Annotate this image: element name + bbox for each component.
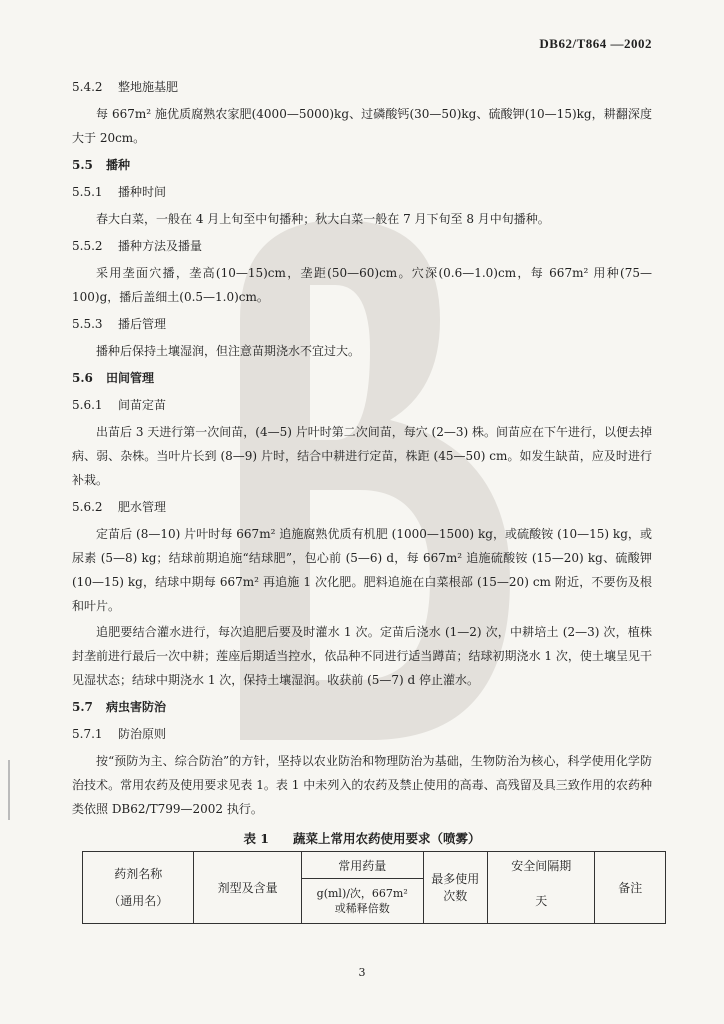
section-5-5-3-heading: 5.5.3 播后管理 [72, 317, 167, 331]
section-5-5-1-text: 春大白菜，一般在 4 月上旬至中旬播种；秋大白菜一般在 7 月下旬至 8 月中旬播种。 [96, 212, 550, 226]
section-5-5-2-text: 采用垄面穴播，垄高(10—15)cm，垄距(50—60)cm。穴深(0.6—1.0)cm，每 667m² 用种(75—100)g，播后盖细土(0.5—1.0)cm。 [72, 266, 652, 304]
section-5-4-2-heading: 5.4.2 整地施基肥 [72, 80, 179, 94]
section-5-7-1-heading: 5.7.1 防治原则 [72, 727, 167, 741]
section-5-7-heading: 5.7 病虫害防治 [72, 700, 167, 714]
section-5-5-heading: 5.5 播种 [72, 158, 131, 172]
col-formulation: 剂型及含量 [194, 852, 301, 924]
col-max-uses: 最多使用 次数 [423, 852, 487, 924]
document-body [72, 72, 652, 924]
table-1-title: 表 1 蔬菜上常用农药使用要求（喷雾） [243, 831, 481, 846]
col-remarks: 备注 [595, 852, 666, 924]
section-5-4-2-text: 每 667m² 施优质腐熟农家肥(4000—5000)kg、过磷酸钙(30—50)kg、硫酸钾(10—15)kg，耕翻深度大于 20cm。 [72, 107, 652, 145]
standard-code: DB62/T864 —2002 [539, 36, 652, 51]
section-5-6-1-text: 出苗后 3 天进行第一次间苗，(4—5) 片叶时第二次间苗，每穴 (2—3) 株。间苗应在下午进行，以便去掉病、弱、杂株。当叶片长到 (8—9) 片时，结合中耕进行定苗，株距 (45—50) cm。如发生缺苗，应及时进行补栽。 [72, 425, 652, 487]
col-interval-title: 安全间隔期 [488, 852, 595, 879]
section-5-7-1-text: 按“预防为主、综合防治”的方针，坚持以农业防治和物理防治为基础，生物防治为核心，科学使用化学防治技术。常用农药及使用要求见表 1。表 1 中未列入的农药及禁止使用的高毒、高残留及具三致作用的农药种类依照 DB62/T799—2002 执行。 [72, 754, 652, 816]
col-dose-title: 常用药量 [301, 852, 423, 879]
section-5-6-2-text-2: 追肥要结合灌水进行，每次追肥后要及时灌水 1 次。定苗后浇水 (1—2) 次，中耕培土 (2—3) 次，植株封垄前进行最后一次中耕；莲座后期适当控水，依品种不同进行适当蹲苗；结球初期浇水 1 次，使土壤呈见干见湿状态；结球中期浇水 1 次，保持土壤湿润。收获前 (5—7) d 停止灌水。 [72, 625, 652, 687]
section-5-5-2-heading: 5.5.2 播种方法及播量 [72, 239, 203, 253]
col-interval-unit: 天 [488, 879, 595, 924]
section-5-5-1-heading: 5.5.1 播种时间 [72, 185, 167, 199]
table-header-row-1 [83, 852, 666, 879]
scan-edge-mark [8, 760, 10, 820]
col-pesticide-name: 药剂名称 （通用名） [83, 852, 194, 924]
col-dose-unit: g(ml)/次，667m² 或稀释倍数 [301, 879, 423, 924]
section-5-6-1-heading: 5.6.1 间苗定苗 [72, 398, 167, 412]
section-5-6-heading: 5.6 田间管理 [72, 371, 155, 385]
section-5-6-2-heading: 5.6.2 肥水管理 [72, 500, 167, 514]
section-5-5-3-text: 播种后保持土壤湿润，但注意苗期浇水不宜过大。 [96, 344, 361, 358]
pesticide-table [82, 851, 666, 924]
section-5-6-2-text-1: 定苗后 (8—10) 片叶时每 667m² 追施腐熟优质有机肥 (1000—1500) kg，或硫酸铵 (10—15) kg，或尿素 (5—8) kg；结球前期追施“结球肥”，包心前 (5—6) d，每 667m² 追施硫酸铵 (15—20) kg、硫酸钾 (10—15) kg，结球中期每 667m² 再追施 1 次化肥。肥料追施在白菜根部 (15—20) cm 附近，不要伤及根和叶片。 [72, 527, 652, 613]
page-number: 3 [358, 966, 366, 979]
